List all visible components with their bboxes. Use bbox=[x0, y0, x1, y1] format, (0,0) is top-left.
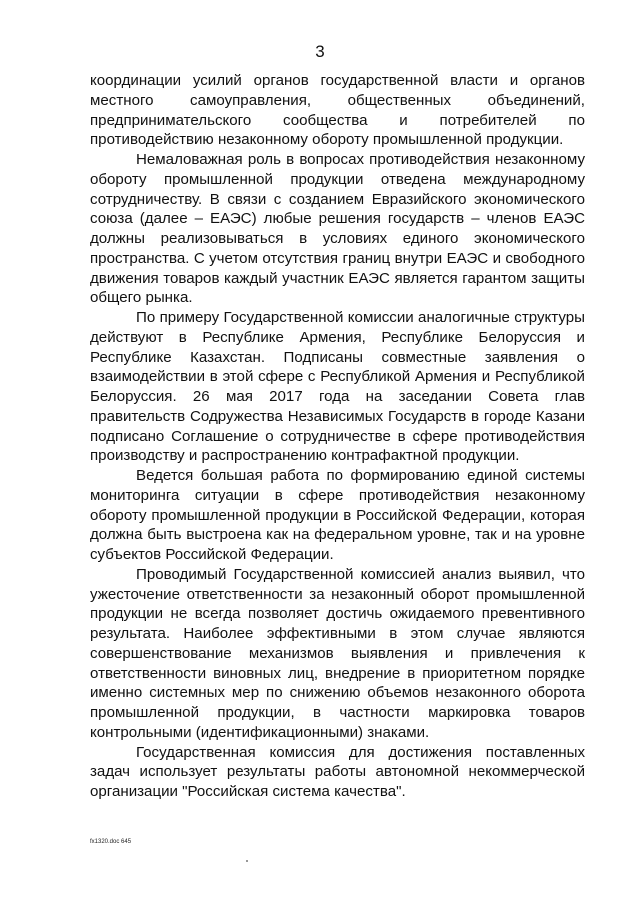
paragraph-analysis: Проводимый Государственной комиссией анализ выявил, что ужесточение ответственности за незаконный оборот промышленной продукции не всегда позволяет достичь ожидаемого превентивного результата. Наиболее эффективными в этом случае являются совершенствование механизмов выявления и привлечения к ответственности виновных лиц, внедрение в приоритетном порядке именно системных мер по снижению объемов незаконного оборота промышленной продукции, в частности маркировка товаров контрольными (идентификационными) знаками. bbox=[90, 565, 585, 741]
paragraph-monitoring-system: Ведется большая работа по формированию единой системы мониторинга ситуации в сфере противодействия незаконному обороту промышленной продукции в Российской Федерации, которая должна быть выстроена как на федеральном уровне, так и на уровне субъектов Российской Федерации. bbox=[90, 467, 585, 563]
paragraph-international-cooperation: Немаловажная роль в вопросах противодействия незаконному обороту промышленной продукции отведена международному сотрудничеству. В связи с созданием Евразийского экономического союза (далее – ЕАЭС) любые решения государств – членов ЕАЭС должны реализовываться в условиях единого экономического пространства. С учетом отсутствия границ внутри ЕАЭС и свободного движения товаров каждый участник ЕАЭС является гарантом защиты общего рынка. bbox=[90, 151, 585, 307]
scan-artifact-dot bbox=[246, 860, 248, 862]
paragraph-continuation: координации усилий органов государственной власти и органов местного самоуправления, общественных объединений, предпринимательского сообщества и потребителей по противодействию незаконному обороту промышленной продукции. bbox=[90, 72, 585, 149]
page-number: 3 bbox=[315, 42, 325, 61]
document-body bbox=[90, 71, 585, 802]
paragraph-similar-structures: По примеру Государственной комиссии аналогичные структуры действуют в Республике Армения, Республике Белоруссия и Республике Казахстан. Подписаны совместные заявления о взаимодействии в этой сфере с Республикой Армения и Республикой Белоруссия. 26 мая 2017 года на заседании Совета глав правительств Содружества Независимых Государств в городе Казани подписано Соглашение о сотрудничестве в сфере противодействия производству и распространению контрафактной продукции. bbox=[90, 309, 585, 465]
footer-file-code: fx1320.doc 645 bbox=[90, 839, 132, 845]
paragraph-quality-system: Государственная комиссия для достижения поставленных задач использует результаты работы автономной некоммерческой организации "Российская система качества". bbox=[90, 743, 585, 800]
